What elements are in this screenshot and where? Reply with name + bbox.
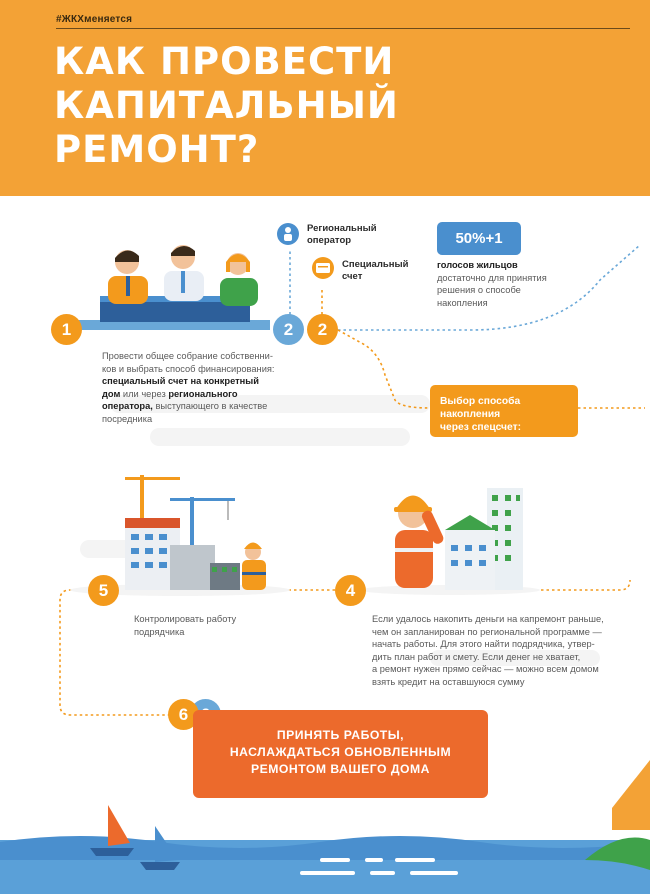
step-2-special-circle: 2 — [307, 314, 338, 345]
final-line-1: ПРИНЯТЬ РАБОТЫ, — [276, 728, 405, 742]
final-line-2: НАСЛАЖДАТЬСЯ ОБНОВЛЕННЫМ — [229, 745, 452, 759]
step-1-line-4a: дом — [102, 388, 121, 399]
regional-operator-label — [307, 223, 377, 247]
step-4-line-1: Если удалось накопить деньги на капремонт раньше, — [372, 614, 604, 624]
meeting-illustration — [70, 245, 270, 330]
special-account-label — [342, 259, 408, 283]
step-1-line-4b: или через — [120, 388, 169, 399]
step-4-circle: 4 — [335, 575, 366, 606]
step-2-regional-circle: 2 — [273, 314, 304, 345]
choice-line-3: через спецсчет: — [440, 422, 522, 433]
votes-line-2: достаточно для принятия — [437, 272, 547, 283]
title-line-1: КАК ПРОВЕСТИ — [54, 40, 395, 83]
step-5-line-2: подрядчика — [134, 626, 185, 637]
special-account-line-1: Специальный — [342, 259, 409, 270]
step-4-text — [372, 613, 632, 688]
step-1-line-1: Провести общее собрание собственни- — [102, 351, 273, 361]
choice-line-1: Выбор способа — [440, 396, 521, 407]
step-1-line-2: ков и выбрать способ финансирования: — [102, 363, 275, 374]
step-4-line-6: взять кредит на оставшуюся сумму — [372, 676, 525, 687]
step-1-line-6: посредника — [102, 413, 153, 424]
choice-line-2: накопления — [440, 409, 501, 420]
votes-line-4: накопления — [437, 297, 488, 308]
builder-illustration — [360, 488, 540, 595]
step-1-circle: 1 — [51, 314, 82, 345]
special-account-line-2: счет — [342, 271, 363, 282]
person-icon — [277, 223, 299, 245]
connector-5-left — [60, 590, 170, 715]
votes-line-3: решения о способе — [437, 285, 521, 295]
final-line-3: РЕМОНТОМ ВАШЕГО ДОМА — [251, 762, 430, 776]
regional-operator-line-2: оператор — [307, 235, 352, 246]
wallet-icon — [312, 257, 334, 279]
step-6-orange-circle: 6 — [168, 699, 199, 730]
final-step-box — [193, 710, 488, 798]
votes-bold: голосов жильцов — [437, 260, 518, 270]
step-1-line-3: специальный счет на конкретный — [102, 376, 259, 386]
step-1-line-5a: оператора, — [102, 401, 153, 411]
step-1-text — [102, 350, 302, 425]
choice-box — [430, 385, 578, 437]
votes-badge: 50%+1 — [437, 222, 521, 255]
step-4-line-3: начать работы. Для этого найти подрядчика, утвер- — [372, 639, 595, 649]
title-line-2: КАПИТАЛЬНЫЙ — [54, 84, 399, 127]
step-1-line-4c: регионального — [168, 388, 238, 399]
hashtag: #ЖКХменяется — [56, 14, 133, 25]
step-1-line-5b: выступающего в качестве — [152, 401, 268, 411]
step-5-line-1: Контролировать работу — [134, 614, 237, 624]
title-line-3: РЕМОНТ? — [54, 128, 260, 171]
step-5-text — [134, 613, 294, 638]
step-4-line-4: дить план работ и смету. Если денег не хватает, — [372, 651, 581, 662]
step-5-circle: 5 — [88, 575, 119, 606]
regional-operator-line-1: Региональный — [307, 223, 377, 234]
step-4-line-2: чем он запланирован по региональной программе — — [372, 626, 602, 637]
step-4-line-5: а ремонт нужен прямо сейчас — можно всем домом — [372, 664, 599, 674]
votes-text — [437, 259, 607, 309]
